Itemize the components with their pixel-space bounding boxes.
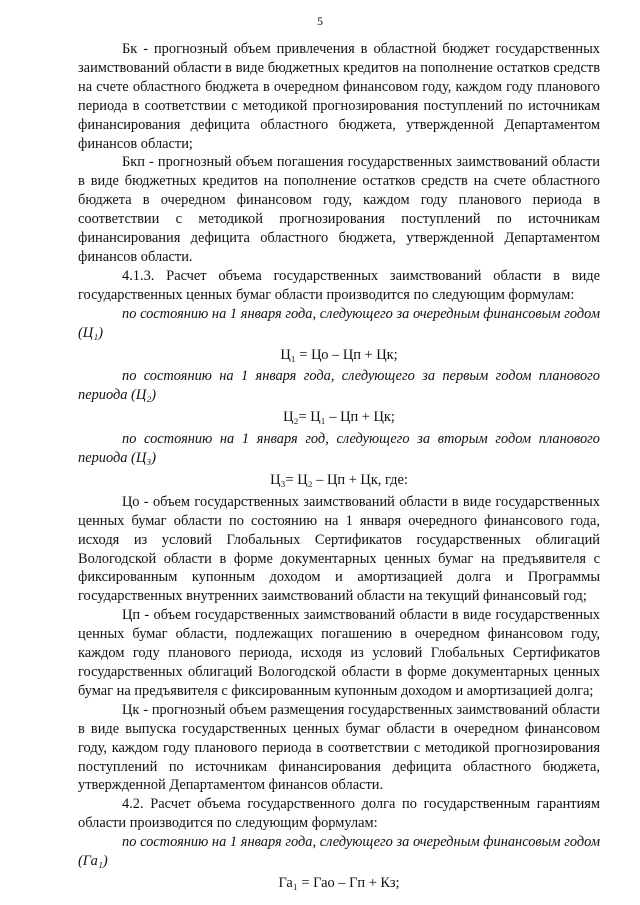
paragraph-bkp: Бкп - прогнозный объем погашения государственных заимствований области в виде бюджетных кредитов на пополнение остатков средств на счете областного бюджета в очередном финансовом году, каждом году планового периода в соответствии с методикой прогнозирования поступлений по источникам финансирования дефицита областного бюджета, утвержденной Департаментом финансов области. [78,154,600,265]
condition-ga1: по состоянию на 1 января года, следующего за очередным финансовым годом (Га₁) [78,834,600,870]
paragraph-4-1-3: 4.1.3. Расчет объема государственных заимствований области в виде государственных ценных бумаг области производится по следующим формулам: [78,267,600,303]
paragraph-co: Цо - объем государственных заимствований области в виде государственных ценных бумаг области по состоянию на 1 января очередного финансового года, исходя из условий Глобальных Сертификатов государственных облигаций Вологодской области в форме документарных ценных бумаг на предъявителя с фиксированным купонным доходом и амортизацией долга и Программы государственных внутренних заимствований области на текущий финансовый год; [78,493,600,605]
paragraph-cp: Цп - объем государственных заимствований области в виде государственных ценных бумаг области, подлежащих погашению в очередном финансовом году, каждом году планового периода, исходя из условий Глобальных Сертификатов государственных облигаций Вологодской области в форме документарных ценных бумаг на предъявителя с фиксированным купонным доходом и амортизацией долга; [78,607,600,699]
formula-ga1: Га₁ = Гао – Гп + Кз; [278,874,400,891]
paragraph-bk: Бк - прогнозный объем привлечения в областной бюджет государственных заимствований области в виде бюджетных кредитов на пополнение остатков средств на счете областного бюджета в очередном финансовом году, каждом году планового периода в соответствии с методикой прогнозирования поступлений по источникам финансирования дефицита областного бюджета, утвержденной Департаментом финансов области; [78,41,600,152]
formula-c3: Ц₃= Ц₂ – Цп + Цк, где: [270,471,408,488]
condition-c1: по состоянию на 1 января года, следующего за очередным финансовым годом (Ц₁) [78,305,600,341]
paragraph-ck: Цк - прогнозный объем размещения государственных заимствований области в виде выпуска государственных ценных бумаг области в очередном финансовом году, каждом году планового периода в соответствии с методикой прогнозирования поступлений по источникам финансирования дефицита областного бюджета, утвержденной Департаментом финансов области. [78,701,600,794]
formula-c1: Ц₁ = Цо – Цп + Цк; [280,346,398,363]
formula-c2: Ц₂= Ц₁ – Цп + Цк; [283,409,395,426]
condition-c3: по состоянию на 1 января год, следующего за вторым годом планового периода (Ц₃) [78,431,600,467]
page-number: 5 [317,14,323,28]
document-body [78,40,600,896]
paragraph-4-2: 4.2. Расчет объема государственного долга по государственным гарантиям области производится по следующим формулам: [78,796,600,832]
condition-c2: по состоянию на 1 января года, следующего за первым годом планового периода (Ц₂) [78,368,600,404]
